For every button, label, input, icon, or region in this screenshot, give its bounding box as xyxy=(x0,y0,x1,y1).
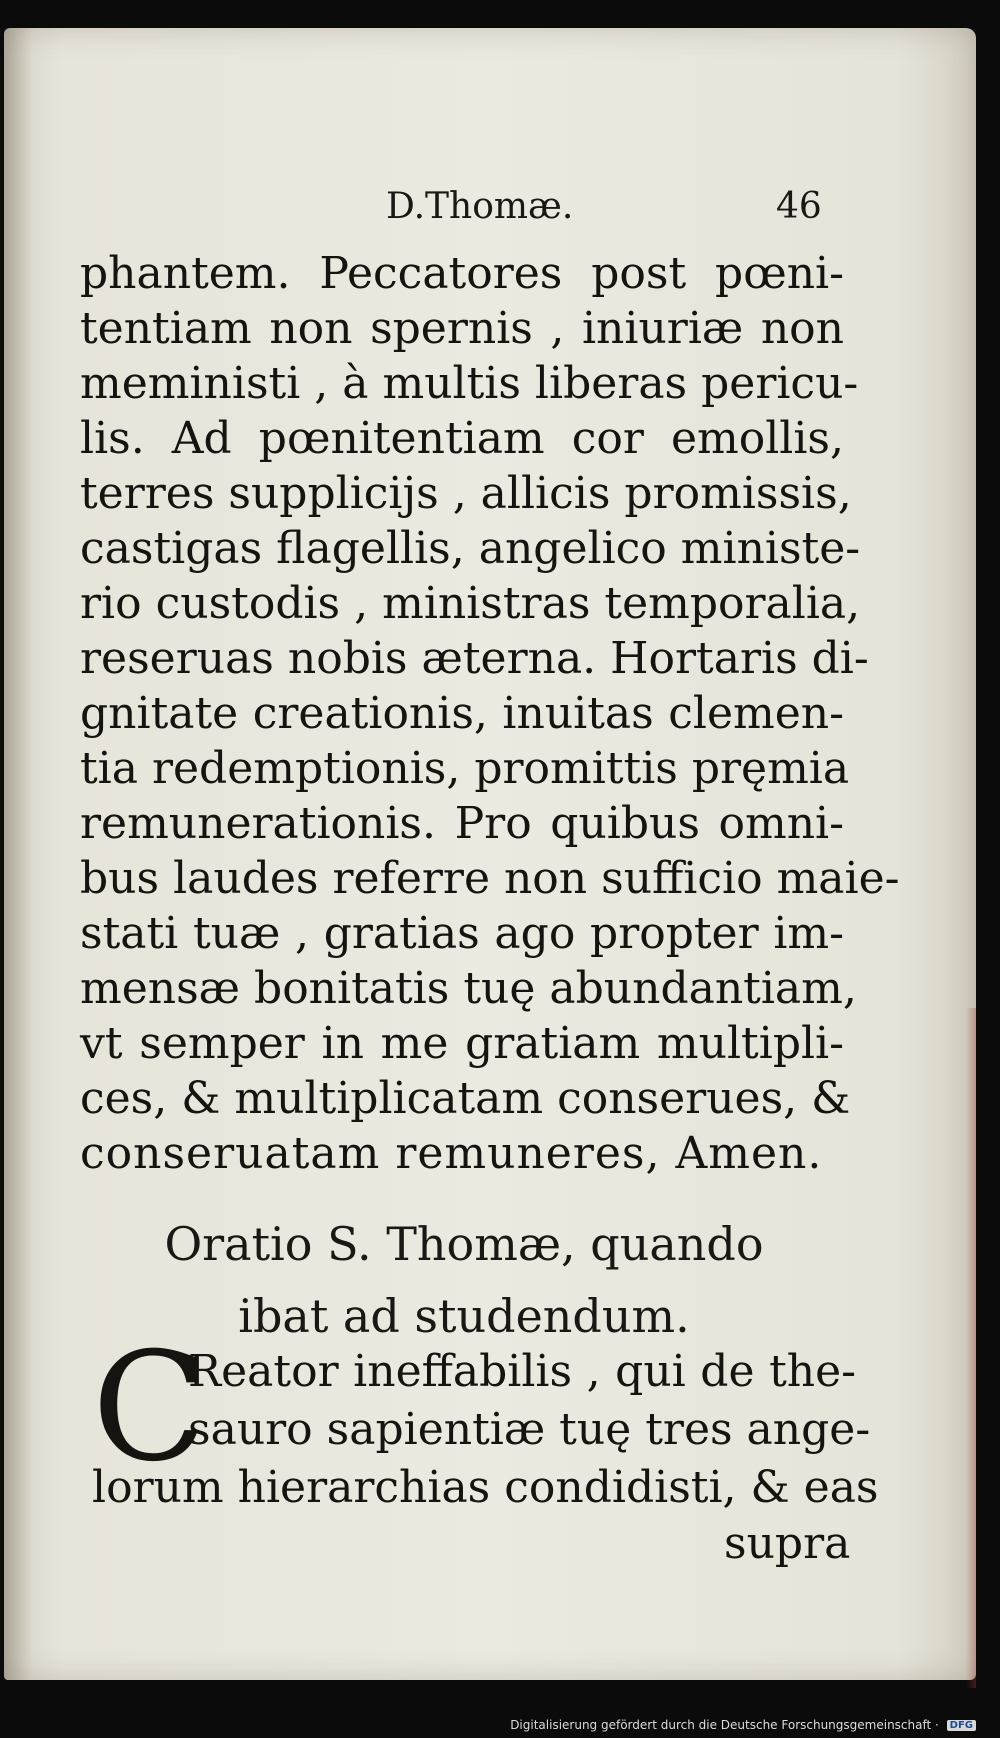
text-line: mensæ bonitatis tuę abundantiam, xyxy=(80,963,857,1014)
prayer-text xyxy=(92,1321,879,1517)
page-edge-stain xyxy=(966,1008,976,1688)
text-line: lorum hierarchias condidisti, & eas xyxy=(92,1462,879,1513)
drop-capital: C xyxy=(92,1321,207,1495)
catchword: supra xyxy=(724,1518,851,1569)
gutter-shadow xyxy=(4,28,32,1680)
page-number: 46 xyxy=(776,186,822,227)
text-line: stati tuæ , gratias ago propter im- xyxy=(80,908,844,959)
text-line: terres supplicijs , allicis promissis, xyxy=(80,468,852,519)
text-line: reseruas nobis æterna. Hortaris di- xyxy=(80,633,869,684)
text-line: lis. Ad pœnitentiam cor emollis, xyxy=(80,413,844,464)
text-line: meministi , à multis liberas pericu- xyxy=(80,358,859,409)
digitization-credit xyxy=(510,1718,976,1732)
heading-line: ibat ad studendum. xyxy=(238,1289,690,1343)
text-line: tentiam non spernis , iniuriæ non xyxy=(80,303,844,354)
text-line: phantem. Peccatores post pœni- xyxy=(80,248,844,299)
text-line-last: conseruatam remuneres, Amen. xyxy=(80,1128,823,1179)
heading-line: Oratio S. Thomæ, quando xyxy=(164,1217,764,1271)
text-line: castigas flagellis, angelico ministe- xyxy=(80,523,861,574)
text-line: tia redemptionis, promittis pręmia xyxy=(80,743,850,794)
text-line: sauro sapientiæ tuę tres ange- xyxy=(188,1404,871,1455)
book-page xyxy=(4,28,976,1680)
text-line: rio custodis , ministras temporalia, xyxy=(80,578,861,629)
text-line: bus laudes referre non sufficio maie- xyxy=(80,853,900,904)
dfg-logo: DFG xyxy=(947,1720,976,1731)
running-head-title: D.Thomæ. xyxy=(386,186,574,227)
text-line: gnitate creationis, inuitas clemen- xyxy=(80,688,844,739)
text-line: remunerationis. Pro quibus omni- xyxy=(80,798,844,849)
text-line: vt semper in me gratiam multipli- xyxy=(80,1018,844,1069)
credit-text: Digitalisierung gefördert durch die Deutsche Forschungsgemeinschaft · xyxy=(510,1718,939,1732)
body-text xyxy=(80,246,900,1181)
text-line: Reator ineffabilis , qui de the- xyxy=(188,1346,856,1397)
text-line: ces, & multiplicatam conserues, & xyxy=(80,1073,851,1124)
